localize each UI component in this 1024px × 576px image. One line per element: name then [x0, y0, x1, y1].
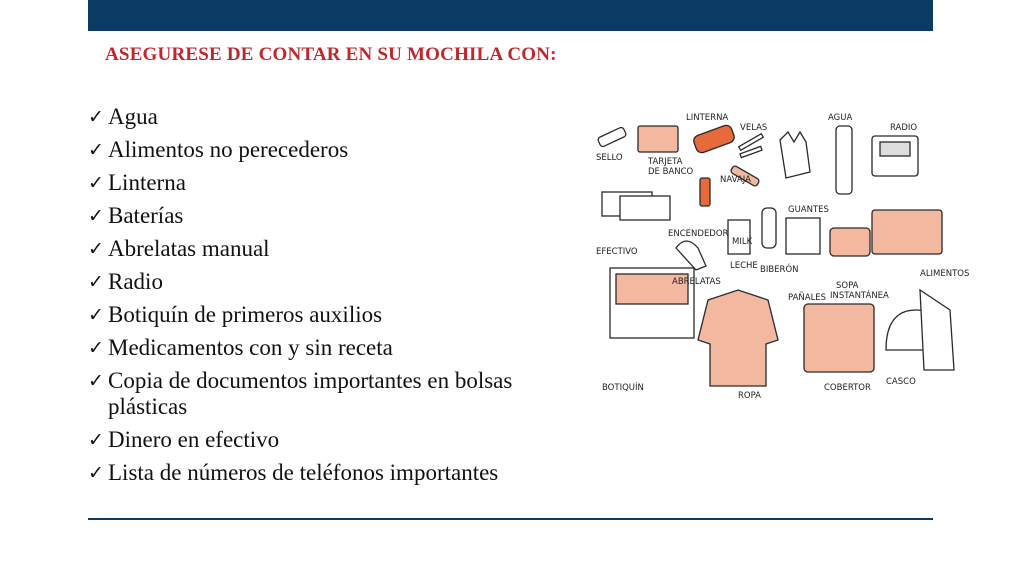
label-agua: AGUA: [828, 113, 853, 123]
flashlight-icon: [692, 124, 736, 155]
can-opener-icon: [676, 241, 706, 270]
emergency-kit-illustration: [590, 100, 970, 410]
checklist: [88, 104, 568, 493]
list-item-text: Linterna: [108, 170, 186, 195]
blanket-icon: [804, 304, 874, 372]
list-item: [88, 236, 568, 262]
checkmark-icon: ✓: [88, 337, 104, 359]
label-navaja: NAVAJA: [720, 175, 751, 185]
checkmark-icon: ✓: [88, 172, 104, 194]
label-cobertor: COBERTOR: [824, 383, 871, 393]
label-tarjeta: TARJETA: [648, 157, 683, 167]
label-casco: CASCO: [886, 377, 916, 387]
label-abrelatas: ABRELATAS: [672, 277, 721, 287]
label-biberon: BIBERÓN: [760, 265, 799, 275]
list-item: [88, 368, 568, 420]
checkmark-icon: ✓: [88, 205, 104, 227]
label-ropa: ROPA: [738, 391, 761, 401]
gloves-icon: [780, 132, 810, 178]
list-item: [88, 170, 568, 196]
label-sello: SELLO: [596, 153, 623, 163]
list-item-text: Alimentos no perecederos: [108, 137, 349, 162]
label-botiquin: BOTIQUÍN: [602, 383, 644, 393]
lighter-icon: [700, 178, 710, 206]
list-item: [88, 427, 568, 453]
list-item-text: Radio: [108, 269, 163, 294]
list-item-text: Botiquín de primeros auxilios: [108, 302, 383, 327]
list-item-text: Baterías: [108, 203, 184, 228]
page-title: ASEGURESE DE CONTAR EN SU MOCHILA CON:: [105, 44, 557, 65]
stamp-icon: [597, 127, 627, 148]
label-de-banco: DE BANCO: [648, 167, 694, 177]
bank-card-icon: [638, 126, 678, 152]
list-item: [88, 302, 568, 328]
checkmark-icon: ✓: [88, 106, 104, 128]
list-item: [88, 269, 568, 295]
instant-soup-icon: [830, 228, 870, 256]
list-item: [88, 203, 568, 229]
list-item: [88, 335, 568, 361]
clothing-icon: [698, 290, 778, 386]
list-item-text: Dinero en efectivo: [108, 427, 280, 452]
list-item-text: Medicamentos con y sin receta: [108, 335, 393, 360]
label-instantanea: INSTANTÁNEA: [830, 291, 889, 301]
label-radio: RADIO: [890, 123, 918, 133]
food-cans-icon: [872, 210, 942, 254]
list-item-text: Copia de documentos importantes en bolsas plásticas: [108, 368, 513, 419]
label-sopa: SOPA: [836, 281, 859, 291]
checkmark-icon: ✓: [88, 304, 104, 326]
checkmark-icon: ✓: [88, 370, 104, 392]
list-item: [88, 137, 568, 163]
label-velas: VELAS: [740, 123, 768, 133]
diapers-icon: [786, 218, 820, 254]
list-item: [88, 460, 568, 486]
baby-bottle-icon: [762, 208, 776, 248]
checkmark-icon: ✓: [88, 429, 104, 451]
list-item-text: Abrelatas manual: [108, 236, 270, 261]
bottom-divider: [88, 518, 933, 520]
list-item: [88, 104, 568, 130]
checkmark-icon: ✓: [88, 462, 104, 484]
label-linterna: LINTERNA: [686, 113, 729, 123]
checkmark-icon: ✓: [88, 139, 104, 161]
checkmark-icon: ✓: [88, 238, 104, 260]
water-bottle-icon: [836, 126, 852, 194]
list-item-text: Lista de números de teléfonos importantes: [108, 460, 499, 485]
label-leche: LECHE: [730, 261, 758, 271]
label-alimentos: ALIMENTOS: [920, 269, 970, 279]
label-guantes: GUANTES: [788, 205, 829, 215]
top-banner-bar: [88, 0, 933, 31]
list-item-text: Agua: [108, 104, 158, 129]
label-panales: PAÑALES: [788, 293, 827, 303]
label-encendedor: ENCENDEDOR: [668, 229, 729, 239]
label-milk: MILK: [732, 237, 753, 247]
checkmark-icon: ✓: [88, 271, 104, 293]
label-efectivo: EFECTIVO: [596, 247, 638, 257]
